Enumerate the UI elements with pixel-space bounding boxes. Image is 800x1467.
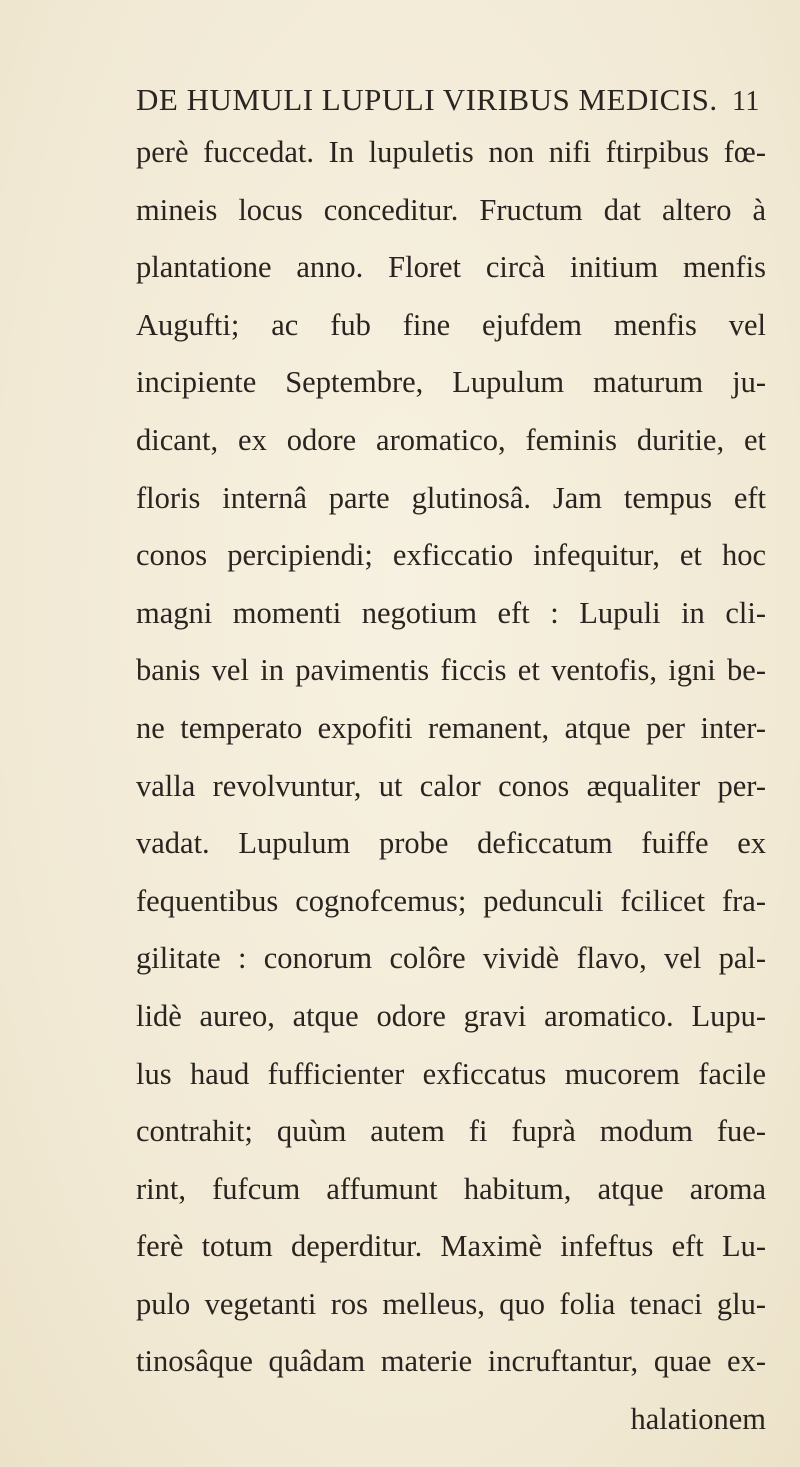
text-line: banis vel in pavimentis ficcis et ventofis, igni be- xyxy=(136,653,766,688)
text-line: lidè aureo, atque odore gravi aromatico. Lupu- xyxy=(136,998,766,1033)
text-line: pulo vegetanti ros melleus, quo folia tenaci glu- xyxy=(136,1286,766,1321)
text-line: magni momenti negotium eft : Lupuli in cli- xyxy=(136,595,766,630)
text-line: conos percipiendi; exficcatio infequitur, et hoc xyxy=(136,538,766,573)
text-line: fequentibus cognofcemus; pedunculi fcilicet fra- xyxy=(136,883,766,918)
text-line: floris internâ parte glutinosâ. Jam tempus eft xyxy=(136,480,766,515)
text-line: valla revolvuntur, ut calor conos æqualiter per- xyxy=(136,768,766,803)
text-line: gilitate : conorum colôre vividè flavo, vel pal- xyxy=(136,941,766,976)
text-line: plantatione anno. Floret circà initium menfis xyxy=(136,250,766,285)
text-line: perè fuccedat. In lupuletis non nifi ftirpibus fœ- xyxy=(136,135,766,169)
text-line: ferè totum deperditur. Maximè infeftus eft Lu- xyxy=(136,1229,766,1264)
text-line-catchword: halationem xyxy=(630,1402,766,1437)
text-line: lus haud fufficienter exficcatus mucorem facile xyxy=(136,1056,766,1091)
text-line: ne temperato expofiti remanent, atque per inter- xyxy=(136,710,766,745)
text-line: contrahit; quùm autem fi fuprà modum fue- xyxy=(136,1114,766,1149)
body-text xyxy=(136,124,766,1449)
running-header xyxy=(136,82,766,118)
text-line: tinosâque quâdam materie incruftantur, quae ex- xyxy=(136,1344,766,1379)
page-number: 11 xyxy=(731,86,760,117)
header-title: DE HUMULI LUPULI VIRIBUS MEDICIS. xyxy=(136,82,718,117)
text-line: rint, fufcum affumunt habitum, atque aroma xyxy=(136,1171,766,1206)
text-line: dicant, ex odore aromatico, feminis duritie, et xyxy=(136,422,766,457)
text-line: Augufti; ac fub fine ejufdem menfis vel xyxy=(136,307,766,342)
text-line: incipiente Septembre, Lupulum maturum ju- xyxy=(136,365,766,400)
text-line: mineis locus conceditur. Fructum dat altero à xyxy=(136,192,766,227)
text-line: vadat. Lupulum probe deficcatum fuiffe ex xyxy=(136,826,766,861)
